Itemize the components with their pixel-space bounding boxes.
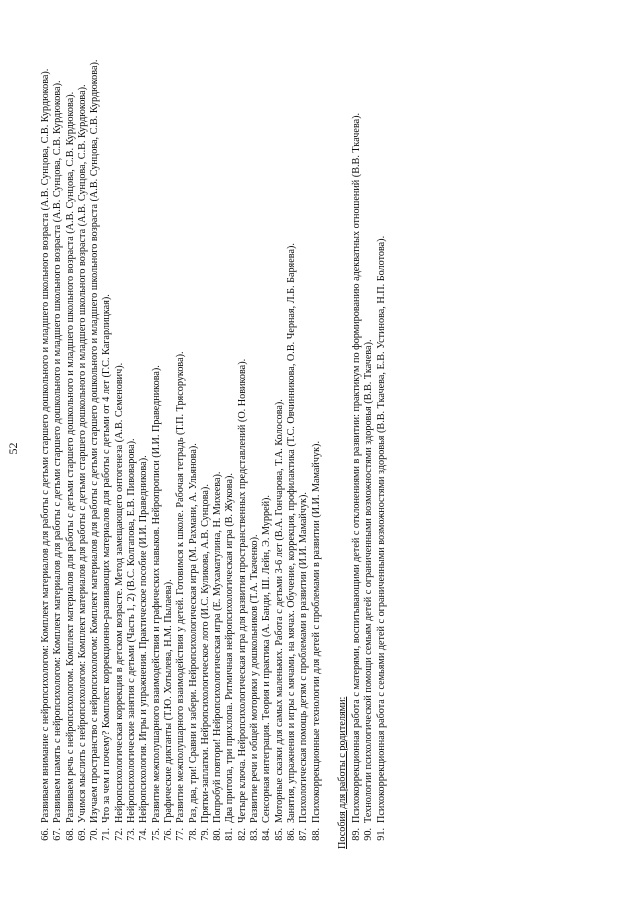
item-text: Что за чем и почему? Комплект коррекционно-развивающих материалов для работы с детьми от 4 лет (Г.С. Кагарлицкая). <box>101 294 113 823</box>
item-text: Психокоррекционные технологии для детей с проблемами в развитии (И.И. Мамайчук). <box>310 441 322 823</box>
item-number: 80. <box>212 828 224 841</box>
list-item <box>363 29 375 849</box>
item-number: 86. <box>285 828 297 841</box>
parent-list <box>351 29 388 849</box>
list-item <box>200 29 212 849</box>
item-number: 74. <box>138 828 150 841</box>
item-text: Раз, два, три! Сравни и забери. Нейропсихологическая игра (М. Рахмани, А. Ульянова). <box>187 443 199 823</box>
list-item <box>65 29 77 849</box>
item-text: Прятки-заплатки. Нейропсихологическое лото (И.С. Куликова, А.В. Сунцова). <box>199 484 211 823</box>
item-number: 87. <box>298 828 310 841</box>
item-number: 78. <box>187 828 199 841</box>
item-number: 73. <box>126 828 138 841</box>
list-item <box>237 29 249 849</box>
list-item <box>376 29 388 849</box>
list-item <box>261 29 273 849</box>
list-item <box>212 29 224 849</box>
item-text: Учимся мыслить с нейропсихологом: Комплект материалов для работы с детьми старшего дошкольного и младшего школьного возраста (А.В. Сунцова, С.В. Курдюкова). <box>76 84 88 823</box>
item-number: 76. <box>162 828 174 841</box>
list-item <box>298 29 310 849</box>
item-text: Психокоррекционная работа с матерями, воспитывающими детей с отклонениями в развитии: практикум по формированию адекватных отношений (В.В. Ткачева). <box>351 112 363 823</box>
item-number: 75. <box>150 828 162 841</box>
list-item <box>101 29 113 849</box>
list-item <box>126 29 138 849</box>
item-text: Развиваем речь с нейропсихологом. Комплект материалов для работы с детьми старшего дошкольного и младшего школьного возраста (А.В. Сунцова, С.В. Курдюкова). <box>64 91 76 823</box>
bibliography-list <box>40 29 388 849</box>
list-item <box>274 29 286 849</box>
section-heading: Пособия для работы с родителями: <box>336 696 348 849</box>
item-text: Развиваем память с нейропсихологом: Комплект материалов для работы с детьми старшего дошкольного и младшего школьного возраста (А.В. Сунцова, С.В. Курдюкова). <box>52 80 64 823</box>
item-text: Нейропсихологические занятия с детьми (Часть 1, 2) (В.С. Колгапова, Е.В. Пивоварова). <box>126 438 138 823</box>
item-number: 69. <box>76 828 88 841</box>
list-item <box>175 29 187 849</box>
item-text: Четыре ключа. Нейропсихологическая игра для развития пространственных представлений (О. Новикова). <box>236 358 248 823</box>
list-item <box>114 29 126 849</box>
item-text: Попробуй повтори! Нейропсихологическая игра (Е. Мухаматулина, Н. Михеева). <box>212 471 224 823</box>
item-number: 82. <box>236 828 248 841</box>
item-number: 77. <box>175 828 187 841</box>
list-item <box>351 29 363 849</box>
item-text: Развитие межполушарного взаимодействия у детей. Готовимся к школе. Рабочая тетрадь (Т.П. Трясорукова). <box>175 351 187 823</box>
main-list <box>40 29 323 849</box>
list-item <box>311 29 323 849</box>
item-text: Психологическая помощь детям с проблемами в развитии (И.И. Мамайчук). <box>298 492 310 823</box>
list-item <box>77 29 89 849</box>
item-text: Моторные сказки для самых маленьких. Работа с детьми 3-6 лет (В.А. Гончарова, Т.А. Колосова). <box>273 399 285 823</box>
item-number: 70. <box>89 828 101 841</box>
item-number: 91. <box>375 828 387 841</box>
page-number: 52 <box>6 442 20 455</box>
item-text: Изучаем пространство с нейропсихологом: Комплект материалов для работы с детьми старшего дошкольного и младшего школьного возраста (А.В. Сунцова, С.В. Курдюкова). <box>89 59 101 823</box>
list-item <box>138 29 150 849</box>
item-text: Развитие межполушарного взаимодействия и графических навыков. Нейропрописи (И.И. Праведникова). <box>150 365 162 823</box>
item-number: 67. <box>52 828 64 841</box>
list-item <box>286 29 298 849</box>
list-item <box>163 29 175 849</box>
item-number: 89. <box>351 828 363 841</box>
list-item <box>224 29 236 849</box>
list-item <box>249 29 261 849</box>
list-item <box>40 29 52 849</box>
item-number: 72. <box>113 828 125 841</box>
item-number: 66. <box>40 828 51 841</box>
item-text: Графические диктанты (Т.Ю. Хотылева, Н.М. Пылаева). <box>162 579 174 823</box>
item-number: 83. <box>249 828 261 841</box>
item-text: Сенсорная интеграция. Теория и практика (А. Банди, Ш. Лейн, Э. Муррей). <box>261 495 273 823</box>
item-number: 90. <box>363 828 375 841</box>
list-item <box>52 29 64 849</box>
item-text: Технологии психологической помощи семьям детей с ограниченными возможностями здоровья (В.В. Ткачева). <box>363 339 375 823</box>
item-number: 84. <box>261 828 273 841</box>
item-text: Психокоррекционная работа с семьями детей с ограниченными возможностями здоровья (В.В. Ткачева, Е.В. Устинова, Н.П. Болотова). <box>375 235 387 823</box>
item-text: Нейропсихология. Игры и упражнения. Практическое пособие (И.И. Праведникова). <box>138 455 150 823</box>
item-text: Нейропсихологическая коррекция в детском возрасте. Метод замещающего онтогенеза (А.В. Семенович). <box>113 362 125 823</box>
item-text: Занятия, упражнения и игры с мячами, на мячах. Обучение, коррекция, профилактика (Т.С. Овчинникова, О.В. Черная, Л.Б. Баряева). <box>285 243 297 823</box>
item-text: Два притопа, три прихлопа. Ритмичная нейропсихологическая игра (В. Жукова). <box>224 473 236 823</box>
item-number: 88. <box>310 828 322 841</box>
item-text: Развиваем внимание с нейропсихологом: Комплект материалов для работы с детьми старшего дошкольного и младшего школьного возраста (А.В. Сунцова, С.В. Курдюкова). <box>40 68 51 823</box>
item-text: Развитие речи и общей моторики у дошкольников (Т.А. Ткаченко). <box>249 534 261 823</box>
item-number: 71. <box>101 828 113 841</box>
item-number: 79. <box>199 828 211 841</box>
list-item <box>151 29 163 849</box>
item-number: 85. <box>273 828 285 841</box>
item-number: 68. <box>64 828 76 841</box>
list-item <box>188 29 200 849</box>
list-item <box>89 29 101 849</box>
item-number: 81. <box>224 828 236 841</box>
